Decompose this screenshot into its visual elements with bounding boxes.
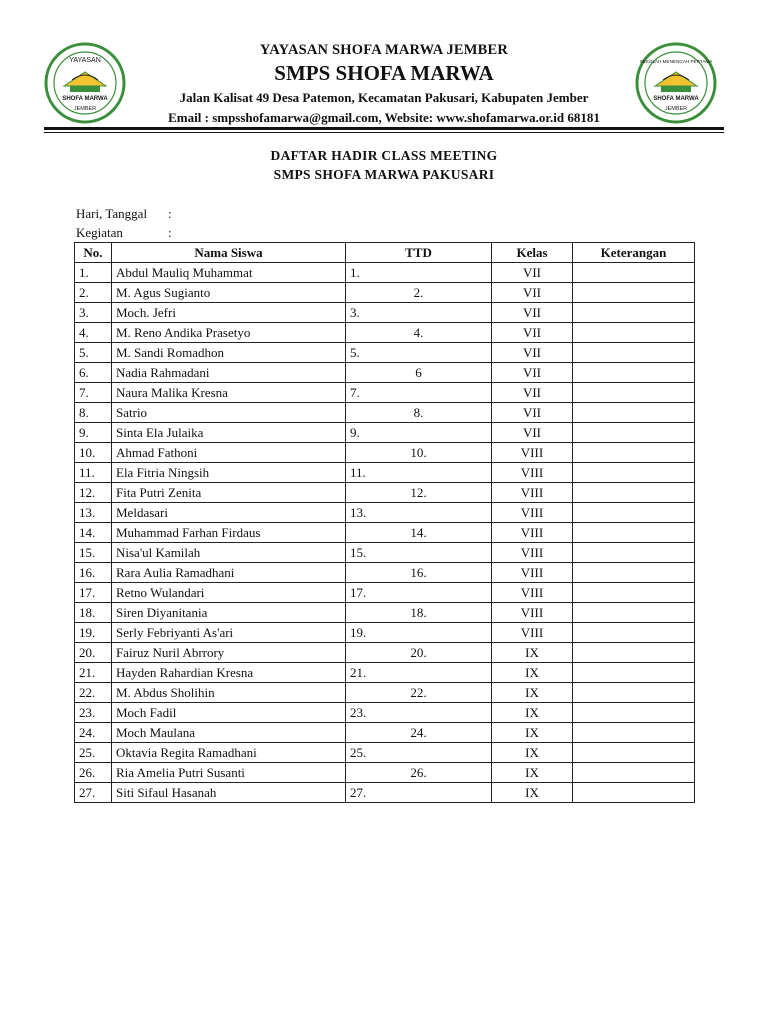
signature-cell[interactable]: 19.: [346, 623, 492, 643]
class-cell: IX: [492, 703, 573, 723]
table-row: [75, 363, 695, 383]
class-cell: VIII: [492, 443, 573, 463]
row-number: 20.: [75, 643, 112, 663]
row-number: 15.: [75, 543, 112, 563]
table-row: [75, 583, 695, 603]
row-number: 6.: [75, 363, 112, 383]
signature-cell[interactable]: 18.: [346, 603, 492, 623]
remarks-cell[interactable]: [573, 363, 695, 383]
signature-cell[interactable]: 21.: [346, 663, 492, 683]
student-name: Fita Putri Zenita: [112, 483, 346, 503]
row-number: 16.: [75, 563, 112, 583]
table-row: [75, 303, 695, 323]
row-number: 26.: [75, 763, 112, 783]
table-row: [75, 723, 695, 743]
class-cell: VIII: [492, 603, 573, 623]
row-number: 4.: [75, 323, 112, 343]
signature-cell[interactable]: 6: [346, 363, 492, 383]
signature-cell[interactable]: 1.: [346, 263, 492, 283]
signature-cell[interactable]: 7.: [346, 383, 492, 403]
table-row: [75, 603, 695, 623]
title-line-1: DAFTAR HADIR CLASS MEETING: [270, 148, 498, 163]
meta-fields: [76, 204, 178, 242]
row-number: 7.: [75, 383, 112, 403]
row-number: 18.: [75, 603, 112, 623]
student-name: M. Agus Sugianto: [112, 283, 346, 303]
student-name: Nadia Rahmadani: [112, 363, 346, 383]
student-name: M. Sandi Romadhon: [112, 343, 346, 363]
signature-cell[interactable]: 3.: [346, 303, 492, 323]
table-row: [75, 263, 695, 283]
signature-cell[interactable]: 26.: [346, 763, 492, 783]
class-cell: IX: [492, 783, 573, 803]
row-number: 3.: [75, 303, 112, 323]
student-name: Moch Fadil: [112, 703, 346, 723]
class-cell: VII: [492, 403, 573, 423]
remarks-cell[interactable]: [573, 763, 695, 783]
class-cell: VIII: [492, 483, 573, 503]
signature-cell[interactable]: 15.: [346, 543, 492, 563]
signature-cell[interactable]: 9.: [346, 423, 492, 443]
signature-cell[interactable]: 12.: [346, 483, 492, 503]
header-ttd: TTD: [346, 243, 492, 263]
remarks-cell[interactable]: [573, 423, 695, 443]
signature-cell[interactable]: 17.: [346, 583, 492, 603]
class-cell: VII: [492, 343, 573, 363]
class-cell: IX: [492, 743, 573, 763]
class-cell: IX: [492, 683, 573, 703]
table-row: [75, 683, 695, 703]
class-cell: IX: [492, 663, 573, 683]
class-cell: VIII: [492, 503, 573, 523]
student-name: Naura Malika Kresna: [112, 383, 346, 403]
row-number: 19.: [75, 623, 112, 643]
table-row: [75, 703, 695, 723]
student-name: Ahmad Fathoni: [112, 443, 346, 463]
table-header-row: [75, 243, 695, 263]
student-name: Oktavia Regita Ramadhani: [112, 743, 346, 763]
student-name: Sinta Ela Julaika: [112, 423, 346, 443]
class-cell: VII: [492, 303, 573, 323]
header-keterangan: Keterangan: [573, 243, 695, 263]
header-name: Nama Siswa: [112, 243, 346, 263]
table-row: [75, 563, 695, 583]
remarks-cell[interactable]: [573, 623, 695, 643]
signature-cell[interactable]: 27.: [346, 783, 492, 803]
class-cell: IX: [492, 643, 573, 663]
table-row: [75, 663, 695, 683]
remarks-cell[interactable]: [573, 403, 695, 423]
logo-left-bottom: JEMBER: [73, 106, 97, 112]
signature-cell[interactable]: 20.: [346, 643, 492, 663]
row-number: 2.: [75, 283, 112, 303]
remarks-cell[interactable]: [573, 503, 695, 523]
row-number: 11.: [75, 463, 112, 483]
student-name: Moch. Jefri: [112, 303, 346, 323]
foundation-name: YAYASAN SHOFA MARWA JEMBER: [259, 42, 509, 58]
student-name: Muhammad Farhan Firdaus: [112, 523, 346, 543]
school-name: SMPS SHOFA MARWA: [274, 61, 494, 85]
class-cell: VIII: [492, 583, 573, 603]
row-number: 8.: [75, 403, 112, 423]
row-number: 23.: [75, 703, 112, 723]
logo-left-name: SHOFA MARWA: [62, 96, 108, 102]
date-label: Hari, Tanggal: [76, 206, 148, 221]
school-address: Jalan Kalisat 49 Desa Patemon, Kecamatan Pakusari, Kabupaten Jember: [179, 90, 589, 105]
class-cell: VII: [492, 383, 573, 403]
table-row: [75, 783, 695, 803]
date-colon: :: [168, 206, 172, 221]
class-cell: VII: [492, 423, 573, 443]
logo-right-name: SHOFA MARWA: [653, 96, 699, 102]
remarks-cell[interactable]: [573, 483, 695, 503]
remarks-cell[interactable]: [573, 603, 695, 623]
class-cell: VIII: [492, 623, 573, 643]
table-row: [75, 743, 695, 763]
table-row: [75, 763, 695, 783]
table-row: [75, 503, 695, 523]
letterhead-divider-thick: [44, 127, 724, 130]
signature-cell[interactable]: 22.: [346, 683, 492, 703]
date-field: [76, 204, 178, 223]
row-number: 12.: [75, 483, 112, 503]
student-name: Hayden Rahardian Kresna: [112, 663, 346, 683]
row-number: 22.: [75, 683, 112, 703]
class-cell: VII: [492, 323, 573, 343]
logo-right-bottom: JEMBER: [664, 106, 688, 112]
remarks-cell[interactable]: [573, 383, 695, 403]
row-number: 5.: [75, 343, 112, 363]
table-row: [75, 463, 695, 483]
table-row: [75, 383, 695, 403]
signature-cell[interactable]: 11.: [346, 463, 492, 483]
header-kelas: Kelas: [492, 243, 573, 263]
class-cell: VII: [492, 363, 573, 383]
logo-right-arc-text: SEKOLAH MENENGAH PERTAMA: [639, 59, 713, 64]
signature-cell[interactable]: 2.: [346, 283, 492, 303]
activity-colon: :: [168, 225, 172, 240]
remarks-cell[interactable]: [573, 643, 695, 663]
table-row: [75, 443, 695, 463]
logo-left-arc-text: YAYASAN: [69, 57, 101, 64]
row-number: 24.: [75, 723, 112, 743]
remarks-cell[interactable]: [573, 683, 695, 703]
remarks-cell[interactable]: [573, 303, 695, 323]
class-cell: VII: [492, 263, 573, 283]
document-title: [0, 146, 768, 184]
title-line-2: SMPS SHOFA MARWA PAKUSARI: [273, 167, 495, 182]
row-number: 10.: [75, 443, 112, 463]
signature-cell[interactable]: 5.: [346, 343, 492, 363]
header-no: No.: [75, 243, 112, 263]
class-cell: VII: [492, 283, 573, 303]
student-name: Siren Diyanitania: [112, 603, 346, 623]
student-name: M. Reno Andika Prasetyo: [112, 323, 346, 343]
class-cell: IX: [492, 763, 573, 783]
student-name: Serly Febriyanti As'ari: [112, 623, 346, 643]
class-cell: VIII: [492, 523, 573, 543]
table-row: [75, 523, 695, 543]
class-cell: VIII: [492, 543, 573, 563]
table-row: [75, 403, 695, 423]
remarks-cell[interactable]: [573, 703, 695, 723]
student-name: Rara Aulia Ramadhani: [112, 563, 346, 583]
table-row: [75, 343, 695, 363]
student-name: Moch Maulana: [112, 723, 346, 743]
remarks-cell[interactable]: [573, 523, 695, 543]
letterhead-divider-thin: [44, 132, 724, 133]
remarks-cell[interactable]: [573, 283, 695, 303]
remarks-cell[interactable]: [573, 663, 695, 683]
remarks-cell[interactable]: [573, 263, 695, 283]
remarks-cell[interactable]: [573, 343, 695, 363]
class-cell: VIII: [492, 563, 573, 583]
signature-cell[interactable]: 25.: [346, 743, 492, 763]
row-number: 27.: [75, 783, 112, 803]
row-number: 9.: [75, 423, 112, 443]
signature-cell[interactable]: 10.: [346, 443, 492, 463]
remarks-cell[interactable]: [573, 543, 695, 563]
table-row: [75, 543, 695, 563]
table-row: [75, 643, 695, 663]
row-number: 21.: [75, 663, 112, 683]
attendance-table: [74, 242, 695, 803]
student-name: Siti Sifaul Hasanah: [112, 783, 346, 803]
signature-cell[interactable]: 23.: [346, 703, 492, 723]
table-row: [75, 483, 695, 503]
student-name: Abdul Mauliq Muhammat: [112, 263, 346, 283]
student-name: Fairuz Nuril Abrrory: [112, 643, 346, 663]
class-cell: VIII: [492, 463, 573, 483]
remarks-cell[interactable]: [573, 323, 695, 343]
signature-cell[interactable]: 4.: [346, 323, 492, 343]
letterhead: [100, 42, 668, 127]
row-number: 1.: [75, 263, 112, 283]
class-cell: IX: [492, 723, 573, 743]
student-name: Ria Amelia Putri Susanti: [112, 763, 346, 783]
student-name: Meldasari: [112, 503, 346, 523]
signature-cell[interactable]: 14.: [346, 523, 492, 543]
row-number: 25.: [75, 743, 112, 763]
student-name: Retno Wulandari: [112, 583, 346, 603]
remarks-cell[interactable]: [573, 463, 695, 483]
student-name: Satrio: [112, 403, 346, 423]
student-name: M. Abdus Sholihin: [112, 683, 346, 703]
school-contact: Email : smpsshofamarwa@gmail.com, Website: www.shofamarwa.or.id 68181: [168, 110, 600, 125]
student-name: Nisa'ul Kamilah: [112, 543, 346, 563]
remarks-cell[interactable]: [573, 743, 695, 763]
remarks-cell[interactable]: [573, 723, 695, 743]
remarks-cell[interactable]: [573, 783, 695, 803]
signature-cell[interactable]: 13.: [346, 503, 492, 523]
remarks-cell[interactable]: [573, 443, 695, 463]
activity-field: [76, 223, 178, 242]
remarks-cell[interactable]: [573, 563, 695, 583]
row-number: 17.: [75, 583, 112, 603]
signature-cell[interactable]: 8.: [346, 403, 492, 423]
activity-label: Kegiatan: [76, 225, 123, 240]
table-row: [75, 623, 695, 643]
remarks-cell[interactable]: [573, 583, 695, 603]
table-row: [75, 283, 695, 303]
signature-cell[interactable]: 24.: [346, 723, 492, 743]
table-row: [75, 423, 695, 443]
signature-cell[interactable]: 16.: [346, 563, 492, 583]
row-number: 13.: [75, 503, 112, 523]
table-row: [75, 323, 695, 343]
student-name: Ela Fitria Ningsih: [112, 463, 346, 483]
row-number: 14.: [75, 523, 112, 543]
